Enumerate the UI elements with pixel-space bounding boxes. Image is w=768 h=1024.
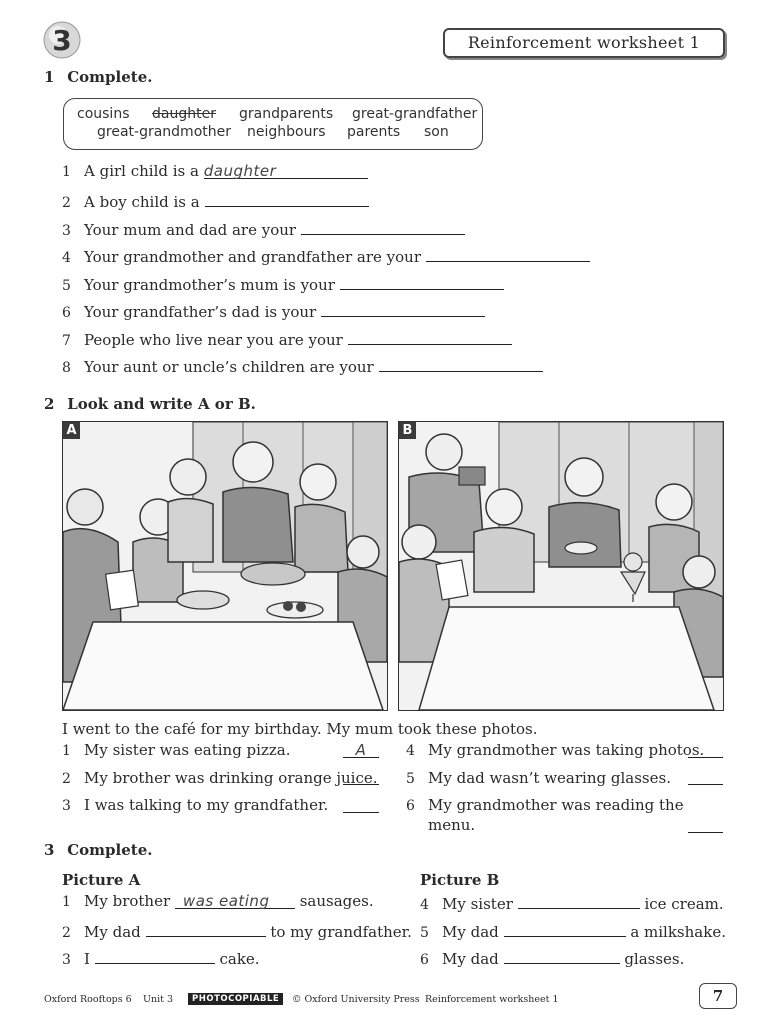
exercise2-item: 4 My grandmother was taking photos.: [406, 741, 705, 759]
unit-number-badge: [42, 20, 82, 60]
page-number: 7: [699, 983, 737, 1009]
answer-blank[interactable]: [688, 768, 723, 785]
answer-blank[interactable]: [205, 190, 369, 207]
exercise1-item: 2 A boy child is a: [62, 190, 369, 211]
picture-b-heading: Picture B: [420, 871, 500, 889]
answer-blank[interactable]: [379, 355, 543, 372]
picture-a: [62, 421, 388, 711]
answer-blank[interactable]: [340, 273, 504, 290]
exercise3-item: 6 My dad glasses.: [420, 947, 684, 968]
answer-blank[interactable]: [321, 300, 485, 317]
footer-worksheet: Reinforcement worksheet 1: [425, 994, 559, 1005]
family-cafe-illustration-a: [63, 422, 387, 710]
exercise3-item: 5 My dad a milkshake.: [420, 920, 726, 941]
exercise2-item: 6 My grandmother was reading the: [406, 796, 684, 814]
picture-a-heading: Picture A: [62, 871, 141, 889]
word-bank-item-struck: daughter: [152, 106, 216, 122]
answer-blank[interactable]: [348, 328, 512, 345]
exercise2-item: 2 My brother was drinking orange juice.: [62, 769, 378, 787]
footer-unit: Unit 3: [143, 994, 174, 1005]
word-bank-item: grandparents: [239, 106, 334, 122]
word-bank: [63, 98, 483, 150]
answer-blank[interactable]: [688, 741, 723, 758]
answer-blank[interactable]: [504, 920, 626, 937]
word-bank-item: neighbours: [247, 124, 326, 140]
answer-blank[interactable]: [426, 245, 590, 262]
answer-blank[interactable]: [688, 816, 723, 833]
exercise3-item: 2 My dad to my grandfather.: [62, 920, 412, 941]
answer-blank[interactable]: [204, 162, 368, 179]
family-cafe-illustration-b: [399, 422, 723, 710]
answer-blank[interactable]: [518, 892, 640, 909]
section3-heading: [44, 841, 152, 859]
exercise1-item: 4 Your grandmother and grandfather are your: [62, 245, 590, 266]
exercise1-item: 8 Your aunt or uncle’s children are your: [62, 355, 543, 376]
answer-blank[interactable]: [343, 741, 379, 758]
footer-copyright: © Oxford University Press: [292, 994, 420, 1005]
exercise1-item: 5 Your grandmother’s mum is your: [62, 273, 504, 294]
exercise1-item: 1 A girl child is a daughter: [62, 162, 368, 180]
word-bank-item: great-grandmother: [97, 124, 231, 140]
exercise2-item-continued: menu.: [428, 816, 476, 834]
exercise2-item: 3 I was talking to my grandfather.: [62, 796, 329, 814]
answer-blank[interactable]: [146, 920, 266, 937]
worksheet-title: Reinforcement worksheet 1: [443, 28, 725, 58]
footer-book: Oxford Rooftops 6: [44, 994, 132, 1005]
section-instruction: Complete.: [67, 841, 153, 859]
panel-label-a: A: [63, 422, 80, 439]
answer-blank[interactable]: [504, 947, 620, 964]
photocopiable-badge: PHOTOCOPIABLE: [188, 993, 283, 1005]
section1-heading: [44, 68, 152, 86]
section-number: 3: [44, 841, 55, 859]
word-bank-item: cousins: [77, 106, 130, 122]
answer-blank[interactable]: [343, 796, 379, 813]
panel-label-b: B: [399, 422, 416, 439]
handwritten-answer: was eating: [182, 892, 270, 910]
handwritten-answer: daughter: [203, 162, 277, 180]
exercise1-item: 3 Your mum and dad are your: [62, 218, 465, 239]
exercise1-item: 6 Your grandfather’s dad is your: [62, 300, 485, 321]
unit-number: 3: [52, 24, 72, 57]
exercise1-item: 7 People who live near you are your: [62, 328, 512, 349]
section-number: 2: [44, 395, 55, 413]
section-instruction: Complete.: [67, 68, 153, 86]
exercise2-item: 1 My sister was eating pizza.: [62, 741, 291, 759]
word-bank-item: parents: [347, 124, 401, 140]
word-bank-item: great-grandfather: [352, 106, 478, 122]
section-number: 1: [44, 68, 55, 86]
answer-blank[interactable]: [343, 768, 379, 785]
picture-b: [398, 421, 724, 711]
handwritten-answer: A: [355, 741, 367, 759]
answer-blank[interactable]: [95, 947, 215, 964]
exercise3-item: 3 I cake.: [62, 947, 260, 968]
word-bank-item: son: [424, 124, 449, 140]
exercise3-item: 1 My brother was eating sausages.: [62, 892, 374, 910]
answer-blank[interactable]: [175, 892, 295, 909]
section-instruction: Look and write A or B.: [67, 395, 256, 413]
answer-blank[interactable]: [301, 218, 465, 235]
exercise2-item: 5 My dad wasn’t wearing glasses.: [406, 769, 671, 787]
exercise2-intro: I went to the café for my birthday. My mum took these photos.: [62, 720, 538, 738]
exercise3-item: 4 My sister ice cream.: [420, 892, 724, 913]
section2-heading: [44, 395, 256, 413]
